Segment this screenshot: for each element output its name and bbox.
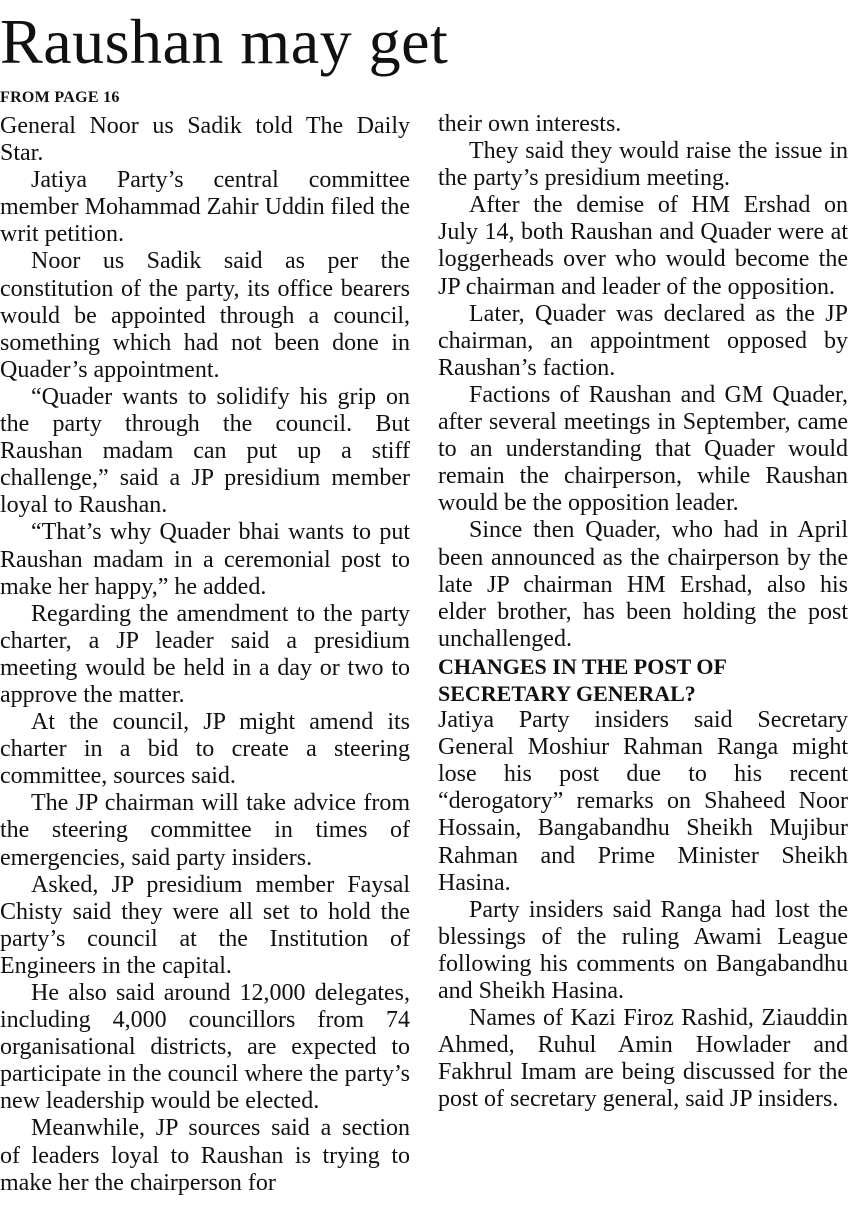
paragraph: He also said around 12,000 delegates, including 4,000 councillors from 74 organisational districts, are expected to participate in the council where the party’s new leadership would be elected.: [0, 980, 410, 1115]
paragraph: “That’s why Quader bhai wants to put Raushan madam in a ceremonial post to make her happy,” he added.: [0, 519, 410, 600]
paragraph: their own interests.: [438, 111, 622, 137]
paragraph: Noor us Sadik said as per the constitution of the party, its office bearers would be appointed through a council, something which had not been done in Quader’s appointment.: [0, 248, 410, 383]
paragraph: At the council, JP might amend its charter in a bid to create a steering committee, sources said.: [0, 709, 410, 790]
paragraph: Later, Quader was declared as the JP chairman, an appointment opposed by Raushan’s faction.: [438, 300, 848, 381]
paragraph: Party insiders said Ranga had lost the blessings of the ruling Awami League following his comments on Bangabandhu and Sheikh Hasina.: [438, 896, 848, 1004]
paragraph: Since then Quader, who had in April been announced as the chairperson by the late JP chairman HM Ershad, also his elder brother, has been holding the post unchallenged.: [438, 517, 848, 652]
paragraph: Factions of Raushan and GM Quader, after several meetings in September, came to an understanding that Quader would remain the chairperson, while Raushan would be the opposition leader.: [438, 381, 848, 517]
paragraph: Regarding the amendment to the party charter, a JP leader said a presidium meeting would be held in a day or two to approve the matter.: [0, 600, 410, 708]
section-subhead: CHANGES IN THE POST OF SECRETARY GENERAL?: [438, 653, 727, 706]
paragraph: Jatiya Party insiders said Secretary General Moshiur Rahman Ranga might lose his post due to his recent “derogatory” remarks on Shaheed Noor Hossain, Bangabandhu Sheikh Mujibur Rahman and Prime Minister Sheikh Hasina.: [438, 707, 848, 896]
paragraph: Asked, JP presidium member Faysal Chisty said they were all set to hold the party’s council at the Institution of Engineers in the capital.: [0, 871, 410, 979]
jump-line: FROM PAGE 16: [0, 89, 120, 106]
paragraph: The JP chairman will take advice from the steering committee in times of emergencies, said party insiders.: [0, 790, 410, 871]
paragraph: Jatiya Party’s central committee member Mohammad Zahir Uddin filed the writ petition.: [0, 167, 410, 248]
article-column-right: [438, 111, 848, 1113]
article-column-left: [0, 113, 410, 1197]
headline: Raushan may get: [0, 6, 449, 77]
paragraph: “Quader wants to solidify his grip on the party through the council. But Raushan madam can put up a stiff challenge,” said a JP presidium member loyal to Raushan.: [0, 383, 410, 519]
paragraph: After the demise of HM Ershad on July 14, both Raushan and Quader were at loggerheads over who would become the JP chairman and leader of the opposition.: [438, 192, 848, 300]
paragraph: Names of Kazi Firoz Rashid, Ziauddin Ahmed, Ruhul Amin Howlader and Fakhrul Imam are being discussed for the post of secretary general, said JP insiders.: [438, 1005, 848, 1113]
paragraph: General Noor us Sadik told The Daily Star.: [0, 113, 410, 167]
paragraph: Meanwhile, JP sources said a section of leaders loyal to Raushan is trying to make her the chairperson for: [0, 1115, 410, 1196]
paragraph: They said they would raise the issue in the party’s presidium meeting.: [438, 138, 848, 192]
